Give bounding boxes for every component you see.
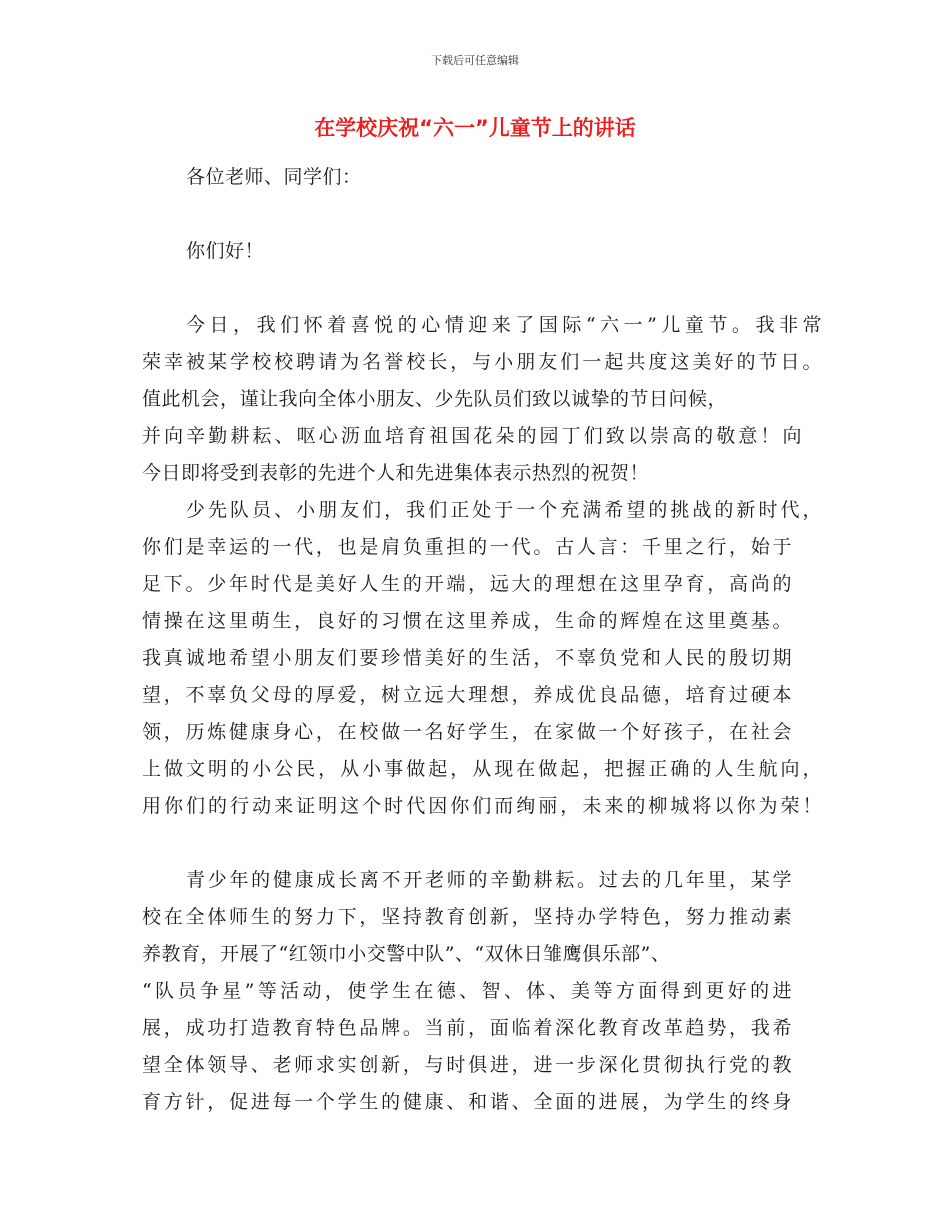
- paragraph-2-line: 上做文明的小公民，从小事做起，从现在做起，把握正确的人生航向，: [142, 758, 822, 780]
- paragraph-3-line: 展，成功打造教育特色品牌。当前，面临着深化教育改革趋势，我希: [142, 1017, 792, 1039]
- paragraph-1-line: 值此机会，谨让我向全体小朋友、少先队员们致以诚挚的节日问候，: [142, 388, 728, 410]
- paragraph-1-line: 荣幸被某学校校聘请为名誉校长，与小朋友们一起共度这美好的节日。: [142, 351, 822, 373]
- paragraph-2-line: 望，不辜负父母的厚爱，树立远大理想，养成优良品德，培育过硬本: [142, 684, 792, 706]
- paragraph-1-line: 并向辛勤耕耘、呕心沥血培育祖国花朵的园丁们致以崇高的敬意！向: [142, 425, 802, 447]
- document-title: 在学校庆祝“六一”儿童节上的讲话: [314, 116, 636, 140]
- paragraph-2-line: 用你们的行动来证明这个时代因你们而绚丽，未来的柳城将以你为荣！: [142, 795, 822, 817]
- paragraph-2-line: 领，历炼健康身心，在校做一名好学生，在家做一个好孩子，在社会: [142, 721, 792, 743]
- paragraph-3-line: “队员争星”等活动，使学生在德、智、体、美等方面得到更好的进: [142, 980, 792, 1002]
- paragraph-3-line: 望全体领导、老师求实创新，与时俱进，进一步深化贯彻执行党的教: [142, 1054, 792, 1076]
- paragraph-1-line: 今日，我们怀着喜悦的心情迎来了国际“六一”儿童节。我非常: [186, 314, 822, 336]
- paragraph-2-line: 少先队员、小朋友们，我们正处于一个充满希望的挑战的新时代，: [186, 499, 822, 521]
- paragraph-2-line: 情操在这里萌生，良好的习惯在这里养成，生命的辉煌在这里奠基。: [142, 610, 792, 632]
- paragraph-2-line: 我真诚地希望小朋友们要珍惜美好的生活，不辜负党和人民的殷切期: [142, 647, 792, 669]
- paragraph-3-line: 育方针，促进每一个学生的健康、和谐、全面的进展，为学生的终身: [142, 1091, 792, 1113]
- paragraph-2-line: 足下。少年时代是美好人生的开端，远大的理想在这里孕育，高尚的: [142, 573, 792, 595]
- paragraph-2-line: 你们是幸运的一代，也是肩负重担的一代。古人言：千里之行，始于: [142, 536, 792, 558]
- header-note: 下载后可任意编辑: [431, 54, 519, 67]
- paragraph-3-line: 青少年的健康成长离不开老师的辛勤耕耘。过去的几年里，某学: [186, 869, 792, 891]
- paragraph-3-line: 养教育，开展了“红领巾小交警中队”、“双休日雏鹰俱乐部”、: [142, 943, 671, 965]
- paragraph-3-line: 校在全体师生的努力下，坚持教育创新，坚持办学特色，努力推动素: [142, 906, 792, 928]
- paragraph-1-line: 今日即将受到表彰的先进个人和先进集体表示热烈的祝贺！: [142, 462, 650, 484]
- salutation: 各位老师、同学们：: [186, 166, 362, 188]
- greeting: 你们好！: [186, 240, 265, 262]
